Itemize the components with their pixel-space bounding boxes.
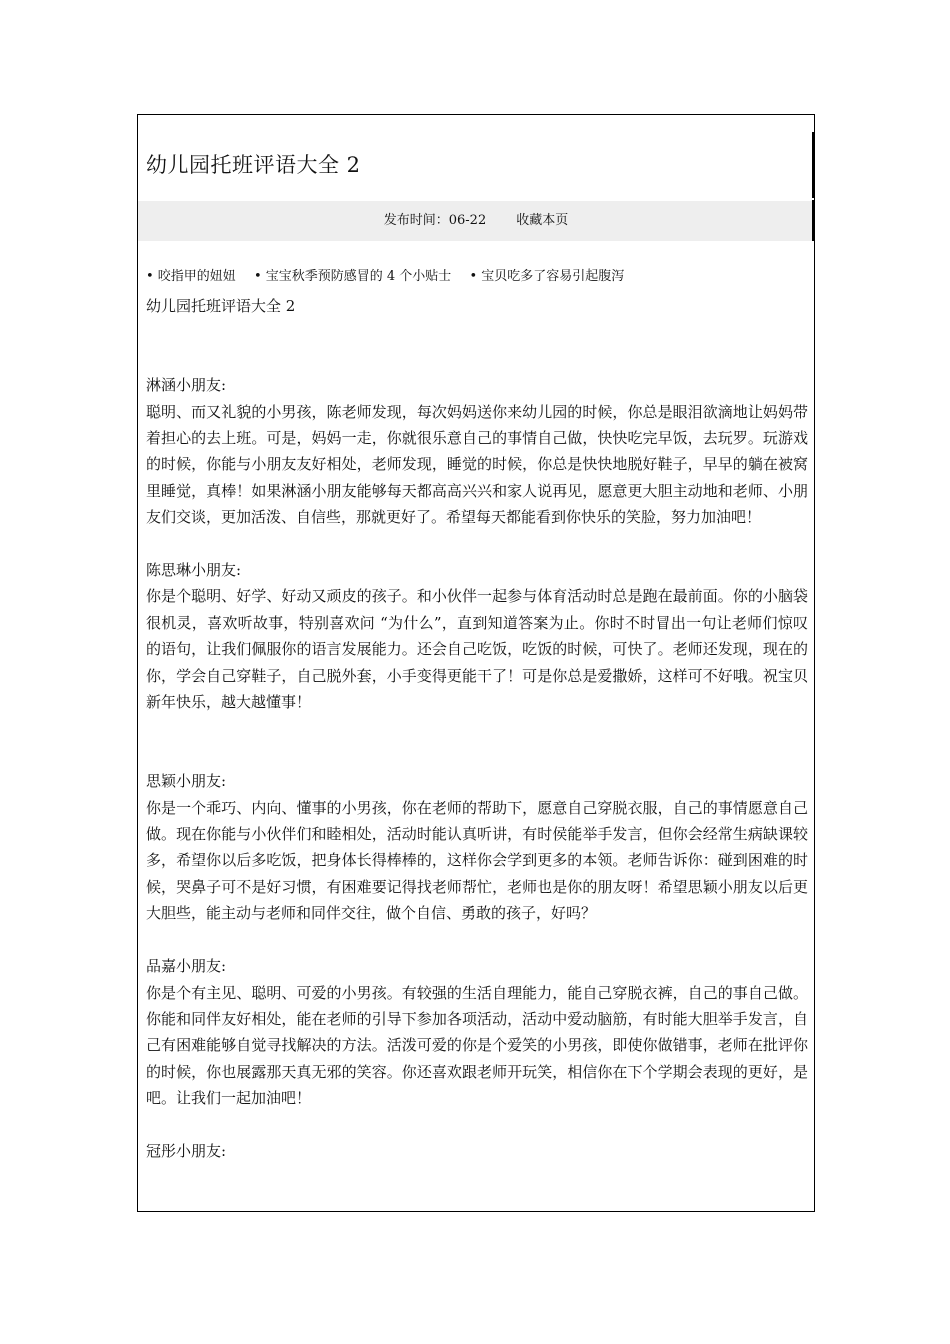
meta-bar xyxy=(138,201,814,241)
article-subtitle: 幼儿园托班评语大全 2 xyxy=(146,297,296,315)
section-heading: 冠彤小朋友: xyxy=(146,1141,227,1160)
related-link-2[interactable]: • 宝宝秋季预防感冒的 4 个小贴士 xyxy=(253,269,452,284)
page-title: 幼儿园托班评语大全 2 xyxy=(146,153,361,177)
publish-time: 发布时间：06-22 xyxy=(383,213,487,228)
frame-accent-line xyxy=(812,132,814,198)
section-heading: 品嘉小朋友: xyxy=(146,957,227,976)
article-body xyxy=(146,293,808,1164)
section-body: 你是个聪明、好学、好动又顽皮的孩子。和小伙伴一起参与体育活动时总是跑在最前面。你的小脑袋很机灵，喜欢听故事，特别喜欢问 “为什么”，直到知道答案为止。你时不时冒出一句让老师们惊叹的语句，让我们佩服你的语言发展能力。还会自己吃饭，吃饭的时候，可快了。老师还发现，现在的你，学会自己穿鞋子，自己脱外套，小手变得更能干了！可是你总是爱撒娇，这样可不好哦。祝宝贝新年快乐，越大越懂事！ xyxy=(146,587,808,712)
related-link-1[interactable]: • 咬指甲的妞妞 xyxy=(146,269,236,284)
section-body: 聪明、而又礼貌的小男孩，陈老师发现，每次妈妈送你来幼儿园的时候，你总是眼泪欲滴地让妈妈带着担心的去上班。可是，妈妈一走，你就很乐意自己的事情自己做，快快吃完早饭，去玩罗。玩游戏的时候，你能与小朋友友好相处，老师发现，睡觉的时候，你总是快快地脱好鞋子，早早的躺在被窝里睡觉，真棒！如果淋涵小朋友能够每天都高高兴兴和家人说再见，愿意更大胆主动地和老师、小朋友们交谈，更加活泼、自信些，那就更好了。希望每天都能看到你快乐的笑脸，努力加油吧！ xyxy=(146,402,808,527)
section-body: 你是一个乖巧、内向、懂事的小男孩，你在老师的帮助下，愿意自己穿脱衣服，自己的事情愿意自己做。现在你能与小伙伴们和睦相处，活动时能认真听讲，有时侯能举手发言，但你会经常生病缺课较多，希望你以后多吃饭，把身体长得棒棒的，这样你会学到更多的本领。老师告诉你：碰到困难的时候，哭鼻子可不是好习惯，有困难要记得找老师帮忙，老师也是你的朋友呀！希望思颖小朋友以后更大胆些，能主动与老师和同伴交往，做个自信、勇敢的孩子，好吗？ xyxy=(146,798,808,923)
section-body: 你是个有主见、聪明、可爱的小男孩。有较强的生活自理能力，能自己穿脱衣裤，自己的事自己做。你能和同伴友好相处，能在老师的引导下参加各项活动，活动中爱动脑筋，有时能大胆举手发言，自己有困难能够自觉寻找解决的方法。活泼可爱的你是个爱笑的小男孩，即使你做错事，老师在批评你的时候，你也展露那天真无邪的笑容。你还喜欢跟老师开玩笑，相信你在下个学期会表现的更好，是吧。让我们一起加油吧！ xyxy=(146,983,808,1108)
bookmark-link[interactable]: 收藏本页 xyxy=(516,213,569,228)
related-links xyxy=(146,265,638,284)
content-frame xyxy=(137,114,815,1212)
related-link-3[interactable]: • 宝贝吃多了容易引起腹泻 xyxy=(469,269,625,284)
section-heading: 陈思琳小朋友: xyxy=(146,561,242,580)
section-heading: 思颖小朋友: xyxy=(146,772,227,791)
section-heading: 淋涵小朋友: xyxy=(146,376,227,395)
frame-accent-line xyxy=(812,200,814,241)
